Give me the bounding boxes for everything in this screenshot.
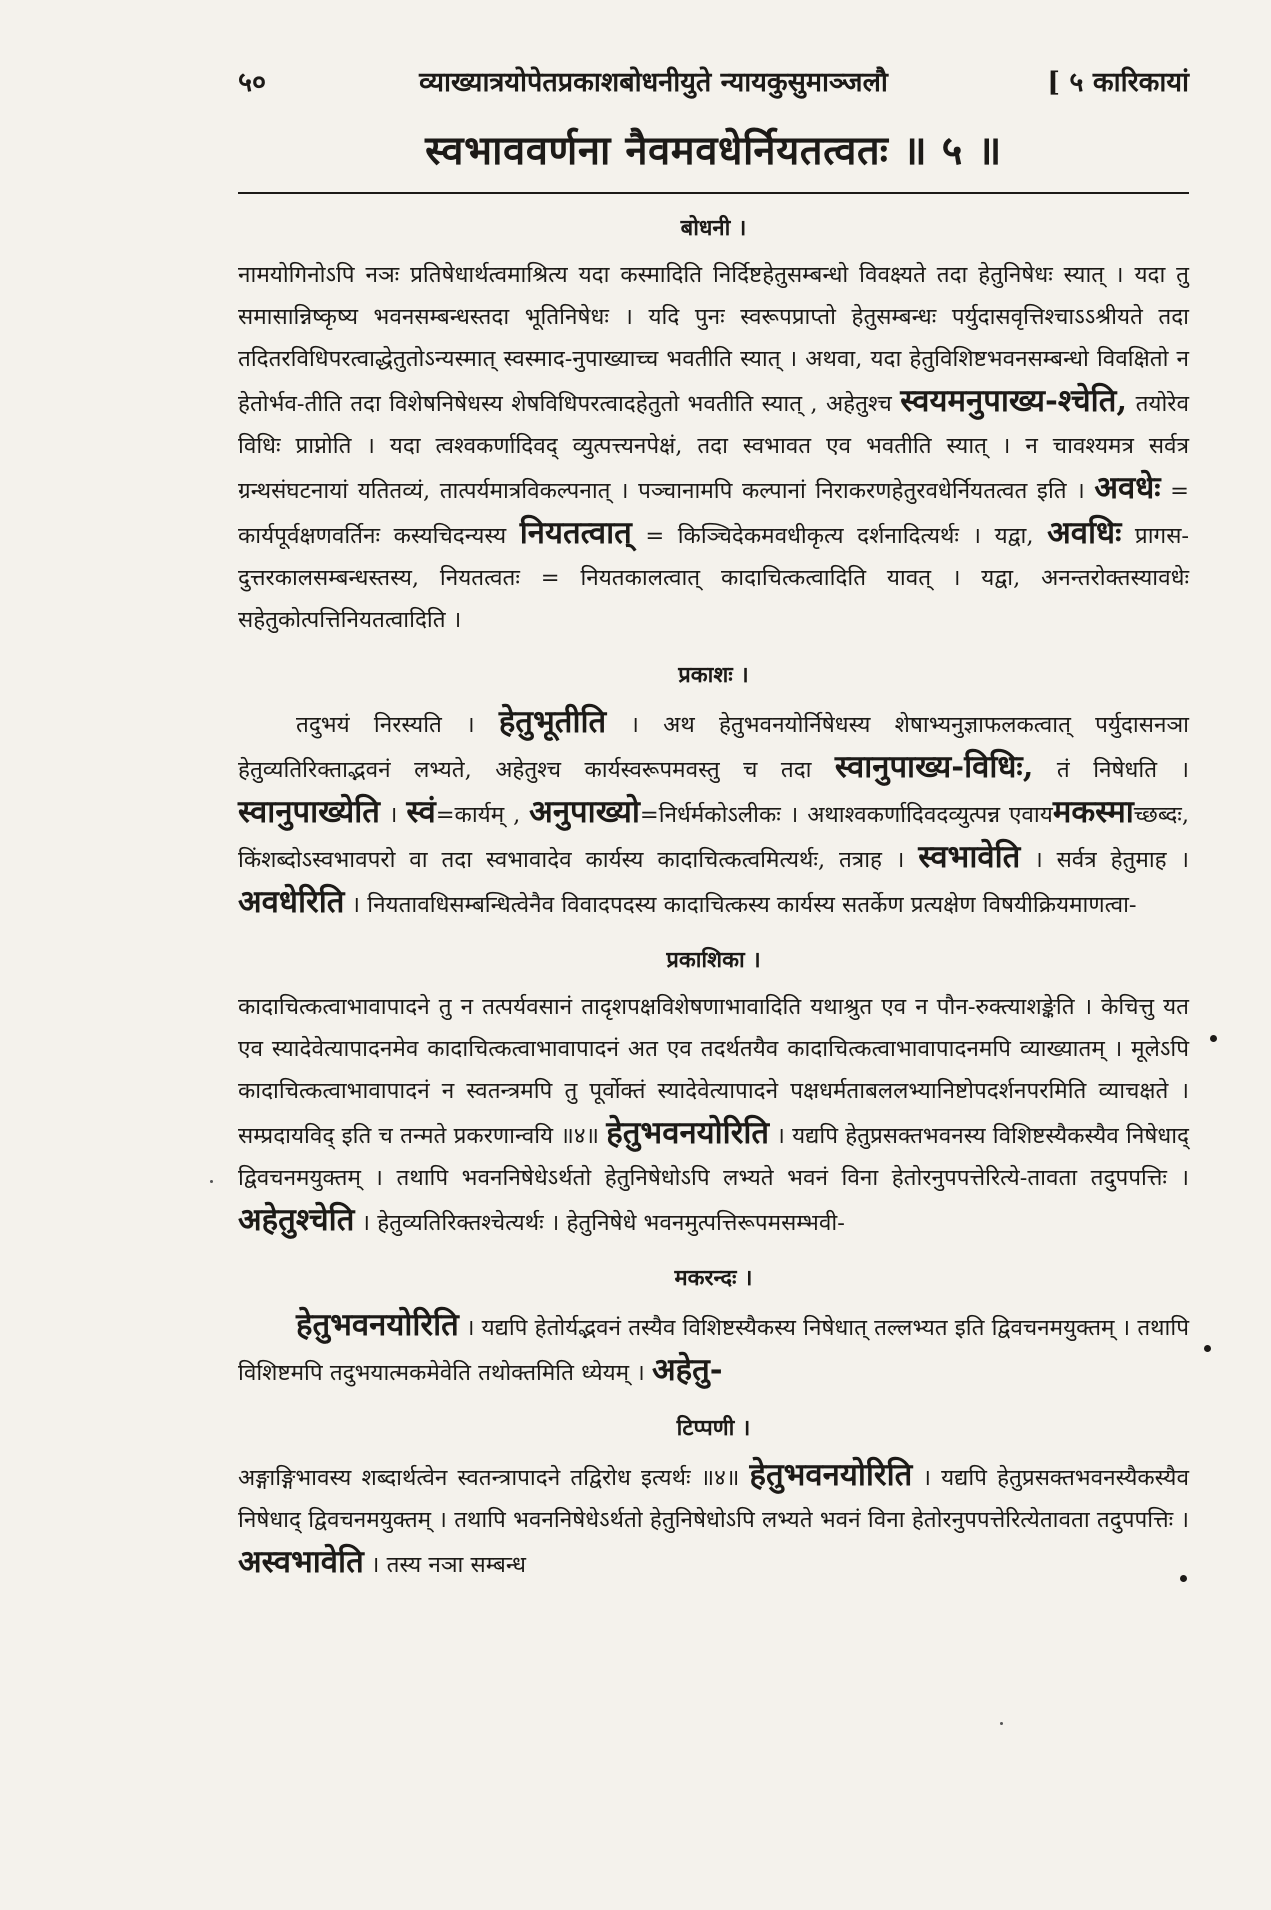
text-run: । सर्वत्र हेतुमाह ।: [1020, 847, 1189, 873]
commentary-paragraph: [238, 1304, 1189, 1394]
text-run: प्रागस-दुत्तरकालसम्बन्धस्तस्य, नियतत्वतः = नियतकालत्वात् कादाचित्कत्वादिति यावत् । यद्वा, अनन्तरोक्तस्यावधेः सहेतुकोत्पत्तिनियतत्वादिति ।: [238, 523, 1190, 633]
pratika-lemma: स्वभावेति: [918, 839, 1021, 875]
pratika-lemma: हेतुभवनयोरिति: [606, 1115, 770, 1151]
page-header: [238, 62, 1189, 99]
commentary-section: [238, 659, 1189, 926]
text-run: =निर्धर्मकोऽलीकः । अथाश्वकर्णादिवदव्युत्पन्न एवाय: [639, 802, 1053, 828]
commentary-paragraph: [238, 254, 1189, 641]
pratika-lemma: स्वानुपाख्येति: [238, 794, 380, 830]
pratika-lemma: अवधिः: [1047, 515, 1122, 551]
commentary-section: [238, 1412, 1189, 1586]
pratika-lemma: अवधेरिति: [238, 884, 345, 920]
pratika-lemma: हेतुभूतीति: [498, 704, 607, 740]
section-label: [ ५ कारिकायां: [1047, 67, 1189, 98]
pratika-lemma: स्वयमनुपाख्य-श्चेति,: [900, 383, 1128, 419]
header-rule: [238, 192, 1189, 194]
text-run: । तस्य नञा सम्बन्ध: [363, 1552, 526, 1578]
text-run: । यद्यपि हेतुप्रसक्तभवनस्य विशिष्टस्यैकस्यैव निषेधाद् द्विवचनमयुक्तम् । तथापि भवननिषेधेऽर्थतो हेतुनिषेधोऽपि लभ्यते भवनं विना हेतोरनुपपत्तेरित्ये-तावता तदुपपत्तिः ।: [238, 1123, 1189, 1191]
commentary-title: प्रकाशः ।: [678, 662, 749, 688]
text-run: । यद्यपि हेतोर्यद्भवनं तस्यैव विशिष्टस्यैकस्य निषेधात् तल्लभ्यत इति द्विवचनमयुक्तम् । तथापि विशिष्टमपि तदुभयात्मकमेवेति तथोक्तमिति ध्येयम् ।: [238, 1315, 1189, 1386]
pratika-lemma: स्वानुपाख्य-विधिः,: [834, 749, 1034, 785]
text-run: तं निषेधति ।: [1033, 757, 1189, 783]
pratika-lemma: अवधेः: [1094, 470, 1161, 506]
ink-dot: [1204, 1345, 1211, 1352]
pratika-lemma: अस्वभावेति: [238, 1544, 364, 1580]
pratika-lemma: नियतत्वात्: [519, 515, 632, 551]
text-run: । यद्यपि हेतुप्रसक्तभवनस्यैकस्यैव निषेधाद् द्विवचनमयुक्तम् । तथापि भवननिषेधेऽर्थतो हेतुनिषेधोऽपि लभ्यते भवनं विना हेतोरनुपपत्तेरित्येतावता तदुपपत्तिः ।: [238, 1465, 1189, 1533]
commentary-paragraph: [238, 986, 1189, 1244]
pratika-lemma: हेतुभवनयोरिति: [296, 1307, 459, 1343]
karika-verse: स्वभाववर्णना नैवमवधेर्नियतत्वतः ॥ ५ ॥: [425, 127, 1002, 174]
pratika-lemma: स्वं: [406, 794, 436, 830]
ink-dot: [1210, 1035, 1217, 1042]
text-run: । नियतावधिसम्बन्धित्वेनैव विवादपदस्य कादाचित्कस्य कार्यस्य सतर्केण प्रत्यक्षेण विषयीक्रियमाणत्वा-: [344, 892, 1137, 918]
pratika-lemma: मकस्मा: [1052, 794, 1134, 830]
text-run: । अथ हेतुभवनयोर्निषेधस्य शेषाभ्यनुज्ञाफलकत्वात् पर्युदासनञा हेतुव्यतिरिक्ताद्भवनं लभ्यते, अहेतुश्च कार्यस्वरूपमवस्तु च तदा: [238, 712, 1189, 783]
pratika-lemma: हेतुभवनयोरिति: [749, 1457, 913, 1493]
text-run: = किञ्चिदेकमवधीकृत्य दर्शनादित्यर्थः । यद्वा,: [631, 523, 1048, 549]
running-title: व्याख्यात्रयोपेतप्रकाशबोधनीयुते न्यायकुसुमाञ्जलौ: [419, 67, 888, 98]
commentary-section: [238, 944, 1189, 1244]
text-run: = कार्यपूर्वक्षणवर्तिनः कस्यचिदन्यस्य: [238, 478, 1189, 549]
commentary-title: टिप्पणी ।: [676, 1415, 751, 1441]
text-run: तदुभयं निरस्यति ।: [296, 712, 499, 738]
pratika-lemma: अहेतु-: [651, 1352, 723, 1388]
ink-speck: [210, 1180, 213, 1183]
page-number: ५०: [238, 67, 267, 98]
commentary-title: प्रकाशिका ।: [666, 947, 761, 973]
commentary-title: मकरन्दः ।: [674, 1265, 753, 1291]
commentary-title: बोधनी ।: [680, 215, 747, 241]
text-run: =कार्यम् ,: [435, 802, 530, 828]
commentary-paragraph: [238, 701, 1189, 926]
ink-dot: [1180, 1575, 1187, 1582]
text-run: च्छब्दः, किंशब्दोऽस्वभावपरो वा तदा स्वभावादेव कार्यस्य कादाचित्कत्वमित्यर्थः, तत्राह ।: [238, 802, 1189, 873]
commentary-body: [238, 212, 1189, 1586]
text-run: ।: [379, 802, 407, 828]
text-run: कादाचित्कत्वाभावापादने तु न तत्पर्यवसानं तादृशपक्षविशेषणाभावादिति यथाश्रुत एव न पौन-रुक्त्याशङ्केति । केचित्तु यत एव स्यादेवेत्यापादनमेव कादाचित्कत्वाभावापादनं अत एव तदर्थतयैव कादाचित्कत्वाभावापादनमपि व्याख्यातम् । मूलेऽपि कादाचित्कत्वाभावापादनं न स्वतन्त्रमपि तु पूर्वोक्तं स्यादेवेत्यापादने पक्षधर्मताबललभ्यानिष्टोपदर्शनपरमिति व्याचक्षते । सम्प्रदायविद् इति च तन्मते प्रकरणान्वयि ॥४॥: [238, 994, 1189, 1149]
commentary-section: [238, 1262, 1189, 1394]
pratika-lemma: अनुपाख्यो: [529, 794, 640, 830]
text-run: अङ्गाङ्गिभावस्य शब्दार्थत्वेन स्वतन्त्रापादने तद्विरोध इत्यर्थः ॥४॥: [238, 1465, 750, 1491]
commentary-section: [238, 212, 1189, 641]
ink-speck: [1000, 1722, 1003, 1725]
commentary-paragraph: [238, 1454, 1189, 1586]
pratika-lemma: अहेतुश्चेति: [238, 1202, 355, 1238]
text-run: । हेतुव्यतिरिक्तश्चेत्यर्थः । हेतुनिषेधे भवनमुत्पत्तिरूपमसम्भवी-: [354, 1210, 845, 1236]
text-run: तयोरेव विधिः प्राप्नोति । यदा त्वश्वकर्णादिवद् व्युत्पत्त्यनपेक्षं, तदा स्वभावत एव भवतीति स्यात् । न चावश्यमत्र सर्वत्र ग्रन्थसंघटनायां यतितव्यं, तात्पर्यमात्रविकल्पनात् । पञ्चानामपि कल्पानां निराकरणहेतुरवधेर्नियतत्वत इति ।: [238, 391, 1189, 504]
text-run: नामयोगिनोऽपि नञः प्रतिषेधार्थत्वमाश्रित्य यदा कस्मादिति निर्दिष्टहेतुसम्बन्धो विवक्ष्यते तदा हेतुनिषेधः स्यात् । यदा तु समासान्निष्कृष्य भवनसम्बन्धस्तदा भूतिनिषेधः । यदि पुनः स्वरूपप्राप्तो हेतुसम्बन्धः पर्युदासवृत्तिश्चाऽऽश्रीयते तदा तदितरविधिपरत्वाद्धेतुतोऽन्यस्मात् स्वस्माद-नुपाख्याच्च भवतीति स्यात् । अथवा, यदा हेतुविशिष्टभवनसम्बन्धो विवक्षितो न हेतोर्भव-तीति तदा विशेषनिषेधस्य शेषविधिपरत्वादहेतुतो भवतीति स्यात् , अहेतुश्च: [238, 262, 1189, 417]
